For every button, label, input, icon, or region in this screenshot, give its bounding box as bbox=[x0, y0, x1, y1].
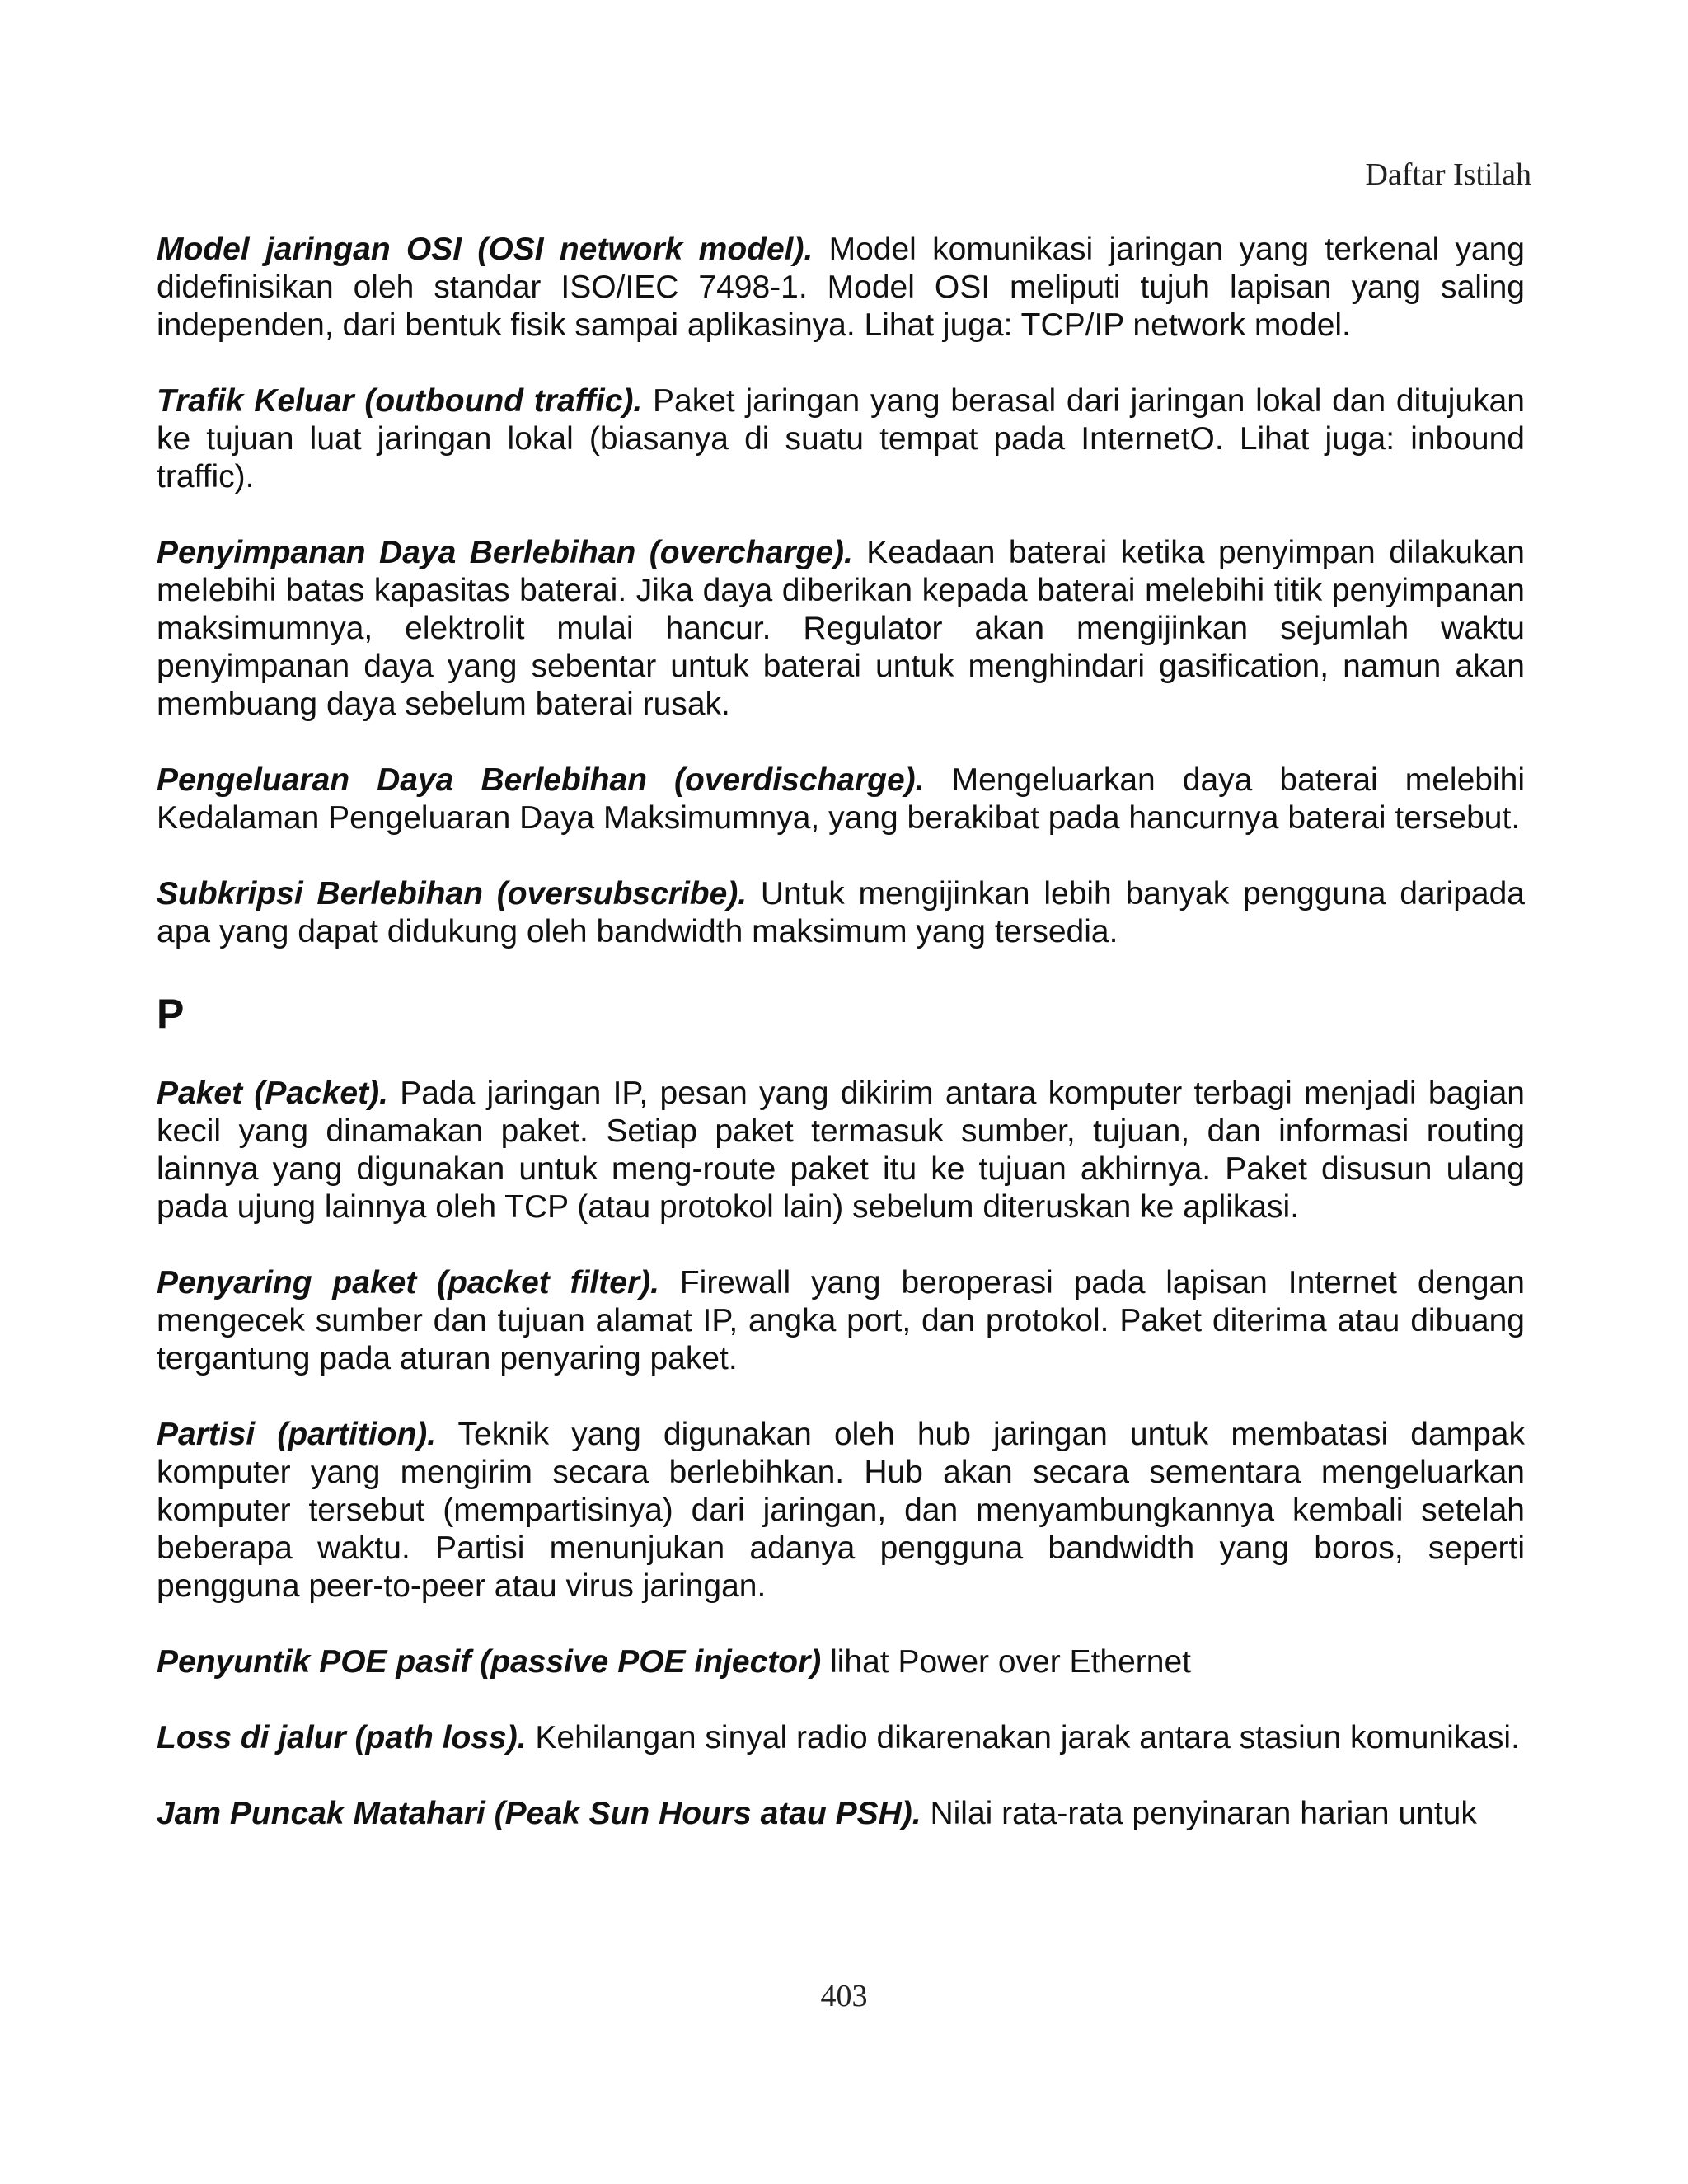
glossary-term: Jam Puncak Matahari (Peak Sun Hours atau PSH). bbox=[157, 1796, 921, 1831]
glossary-definition: Teknik yang digunakan oleh hub jaringan untuk membatasi dampak komputer yang mengirim secara berlebihkan. Hub akan secara sementara mengeluarkan komputer tersebut (mempartisinya) dari jaringan, dan menyambungkannya kembali setelah beberapa waktu. Partisi menunjukan adanya pengguna bandwidth yang boros, seperti pengguna peer-to-peer atau virus jaringan. bbox=[157, 1417, 1525, 1604]
glossary-term: Model jaringan OSI (OSI network model). bbox=[157, 232, 814, 267]
glossary-term: Penyimpanan Daya Berlebihan (overcharge). bbox=[157, 535, 853, 570]
glossary-entry-passive-poe-injector bbox=[157, 1643, 1525, 1681]
glossary-term: Partisi (partition). bbox=[157, 1417, 437, 1452]
glossary-term: Paket (Packet). bbox=[157, 1076, 388, 1111]
glossary-entry-overdischarge bbox=[157, 762, 1525, 837]
glossary-entry-peak-sun-hours bbox=[157, 1795, 1525, 1833]
glossary-definition: Firewall yang beroperasi pada lapisan Internet dengan mengecek sumber dan tujuan alamat IP, angka port, dan protokol. Paket diterima atau dibuang tergantung pada aturan penyaring paket. bbox=[157, 1265, 1525, 1376]
glossary-definition: lihat Power over Ethernet bbox=[830, 1644, 1191, 1680]
glossary-entry-packet-filter bbox=[157, 1264, 1525, 1378]
glossary-term: Trafik Keluar (outbound traffic). bbox=[157, 383, 643, 419]
section-heading-p: P bbox=[157, 991, 185, 1037]
glossary-term: Penyaring paket (packet filter). bbox=[157, 1265, 659, 1301]
glossary-entry-overcharge bbox=[157, 534, 1525, 724]
glossary-entry-path-loss bbox=[157, 1719, 1525, 1757]
running-header: Daftar Istilah bbox=[1365, 157, 1531, 192]
glossary-definition: Untuk mengijinkan lebih banyak pengguna daripada apa yang dapat didukung oleh bandwidth maksimum yang tersedia. bbox=[157, 876, 1525, 949]
glossary-definition: Pada jaringan IP, pesan yang dikirim antara komputer terbagi menjadi bagian kecil yang dinamakan paket. Setiap paket termasuk sumber, tujuan, dan informasi routing lainnya yang digunakan untuk meng-route paket itu ke tujuan akhirnya. Paket disusun ulang pada ujung lainnya oleh TCP (atau protokol lain) sebelum diteruskan ke aplikasi. bbox=[157, 1076, 1526, 1225]
glossary-entry-oversubscribe bbox=[157, 875, 1525, 951]
glossary-content bbox=[157, 231, 1525, 1871]
glossary-entry-outbound-traffic bbox=[157, 382, 1525, 496]
glossary-definition: Paket jaringan yang berasal dari jaringan lokal dan ditujukan ke tujuan luat jaringan lokal (biasanya di suatu tempat pada InternetO. Lihat juga: inbound traffic). bbox=[157, 383, 1526, 494]
glossary-definition: Kehilangan sinyal radio dikarenakan jarak antara stasiun komunikasi. bbox=[535, 1720, 1520, 1755]
glossary-definition: Model komunikasi jaringan yang terkenal yang didefinisikan oleh standar ISO/IEC 7498-1. Model OSI meliputi tujuh lapisan yang saling independen, dari bentuk fisik sampai aplikasinya. Lihat juga: TCP/IP network model. bbox=[157, 232, 1525, 343]
glossary-term: Loss di jalur (path loss). bbox=[157, 1720, 527, 1755]
glossary-term: Subkripsi Berlebihan (oversubscribe). bbox=[157, 876, 748, 912]
glossary-definition: Nilai rata-rata penyinaran harian untuk bbox=[930, 1796, 1477, 1831]
glossary-entry-osi-network-model bbox=[157, 231, 1525, 344]
glossary-term: Penyuntik POE pasif (passive POE injector) bbox=[157, 1644, 822, 1680]
glossary-definition: Keadaan baterai ketika penyimpan dilakukan melebihi batas kapasitas baterai. Jika daya diberikan kepada baterai melebihi titik penyimpanan maksimumnya, elektrolit mulai hancur. Regulator akan mengijinkan sejumlah waktu penyimpanan daya yang sebentar untuk baterai untuk menghindari gasification, namun akan membuang daya sebelum baterai rusak. bbox=[157, 535, 1525, 722]
glossary-term: Pengeluaran Daya Berlebihan (overdischarge). bbox=[157, 762, 925, 798]
glossary-entry-packet bbox=[157, 1075, 1525, 1226]
glossary-entry-partition bbox=[157, 1416, 1525, 1605]
page-number: 403 bbox=[820, 1979, 868, 2013]
glossary-definition: Mengeluarkan daya baterai melebihi Kedalaman Pengeluaran Daya Maksimumnya, yang berakibat pada hancurnya baterai tersebut. bbox=[157, 762, 1525, 836]
